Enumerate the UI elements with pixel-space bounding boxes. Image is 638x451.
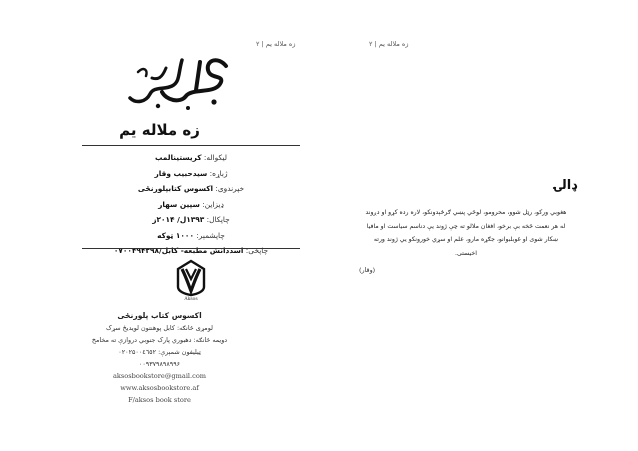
- colophon-year: چاپکال: ۱۳۹۳ل/ ۲۰۱۴ز: [152, 215, 230, 224]
- calligraphy-logo: [122, 52, 242, 114]
- publisher-phone: ۰۰۹۳۷۹۸۹۸۹۹۶: [138, 360, 181, 368]
- divider: [82, 248, 300, 249]
- colophon-design: ډيزاين: سپين سهار: [158, 199, 224, 209]
- text-line: اخيستی.: [455, 249, 477, 257]
- text-line: ښکار شوی او غوبلبوانو، جګړه مارو، علم او سړي خورونکو يي ژوند ورته: [373, 236, 559, 243]
- publisher-email: aksosbookstore@gmail.com: [112, 372, 207, 380]
- publisher-address: لومړی څانګه: کابل پوهنتون لويديځ سړک: [106, 324, 213, 332]
- publisher-name: اکسوس کتاب پلورنځی: [117, 311, 202, 320]
- dedication-title: ډالۍ: [554, 178, 577, 193]
- colophon-author: ليکواله: کريستينالمب: [154, 153, 228, 162]
- dedication-signoff: (وقار): [359, 266, 376, 274]
- publisher-logo-icon: [174, 257, 208, 297]
- publisher-phone: ټيليفون شمېرې: ۰۲۰۲۵۰۰٤٦٥٢: [118, 348, 201, 356]
- colophon-copies: چاپشمېر: ۱۰۰۰ ټوکه: [157, 230, 225, 240]
- colophon: [82, 150, 300, 259]
- running-head: زه ملاله يم | ۲: [369, 40, 409, 48]
- text-line: له هر نعمت څخه بې برخو، افغان ملالو ته چې ژوند يې دناسم سياست او مافيا: [366, 222, 566, 230]
- colophon-publisher: خپرندوی: اکسوس کتابپلورنځی: [137, 184, 245, 193]
- publisher-website: www.aksosbookstore.af: [120, 384, 199, 392]
- publisher-block: [0, 309, 319, 406]
- divider: [82, 145, 300, 146]
- publisher-logo-text: Aksos: [184, 297, 198, 302]
- publisher-address: دويمه څانګه: دهبوري پارک جنوبي دروازې ته مخامخ: [91, 336, 228, 344]
- right-page: [319, 0, 638, 451]
- book-title: زه ملاله يم: [119, 121, 200, 139]
- colophon-printer: چاپځی: اسددانش مطبعه- کابل/۰۷۰۰۴۹۴۲۹۸: [113, 246, 269, 255]
- running-head: زه ملاله يم | ۲: [256, 40, 296, 48]
- colophon-translator: ژباړه: سيدحبيب وقار: [154, 168, 228, 178]
- dedication-text: [355, 206, 577, 260]
- text-line: هغوبي ورکو، رټل شوو، محرومو، لوڅي پښي ګرځېدونکو، لاره رده کړو او دږوند: [365, 209, 567, 216]
- publisher-facebook: F/aksos book store: [128, 396, 191, 404]
